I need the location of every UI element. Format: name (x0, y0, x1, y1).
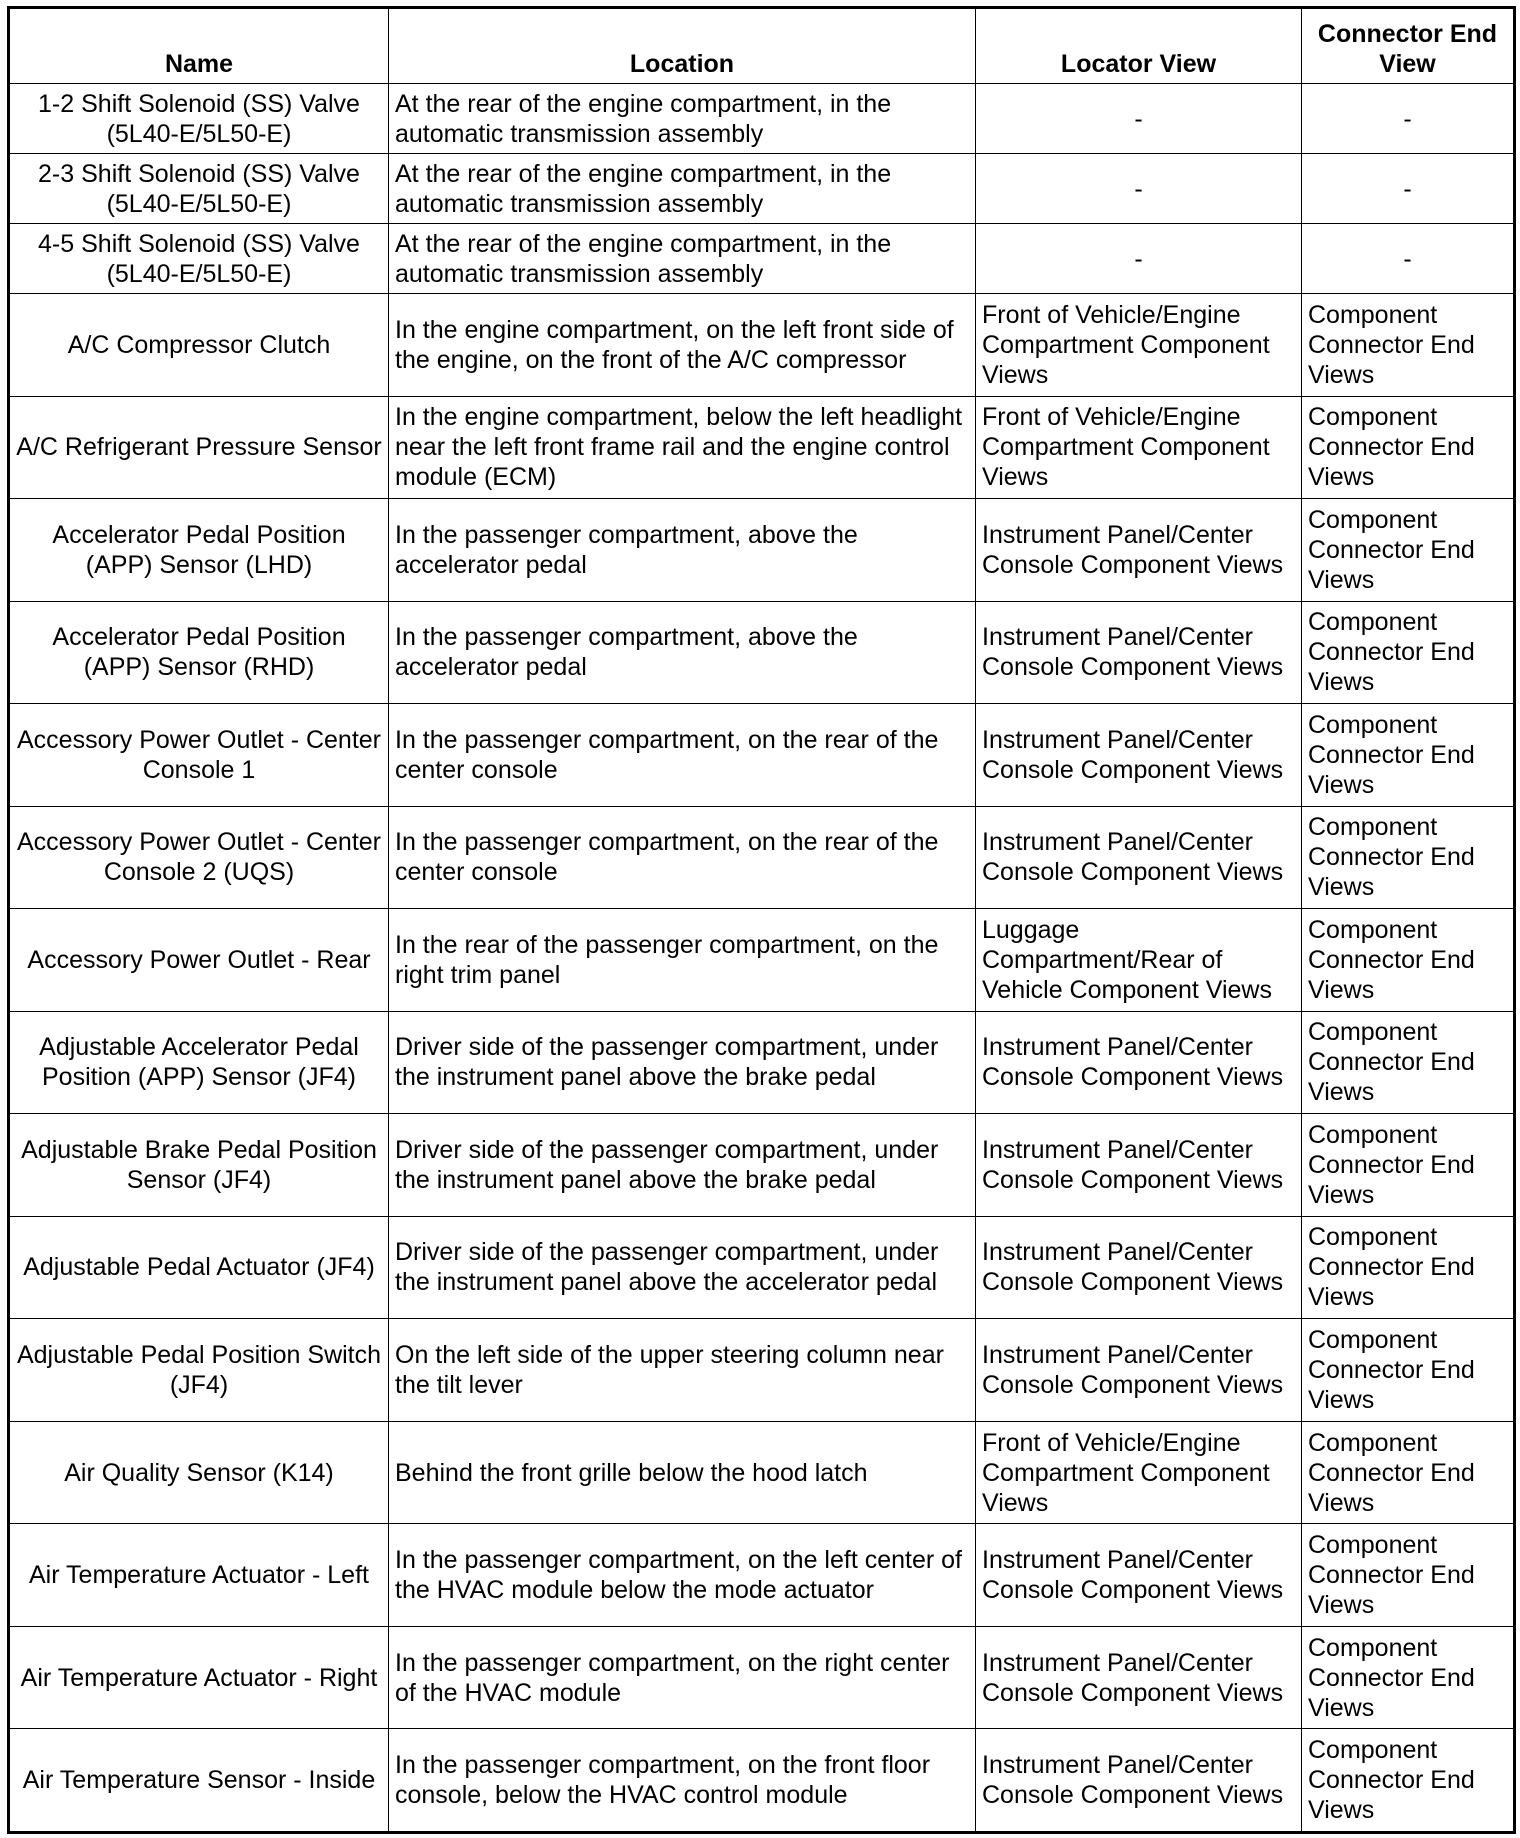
cell-locator-view: Instrument Panel/Center Console Component Views (976, 1524, 1302, 1627)
table-row (9, 154, 1515, 224)
cell-connector-end-view: Component Connector End Views (1302, 806, 1515, 909)
cell-locator-view: Instrument Panel/Center Console Component Views (976, 1319, 1302, 1422)
cell-locator-view: Instrument Panel/Center Console Component Views (976, 1114, 1302, 1217)
cell-location: In the engine compartment, below the left headlight near the left front frame rail and the engine control module (ECM) (389, 396, 976, 499)
table-row (9, 1626, 1515, 1729)
header-row (9, 8, 1515, 84)
cell-location: In the passenger compartment, on the front floor console, below the HVAC control module (389, 1729, 976, 1833)
cell-location: Driver side of the passenger compartment, under the instrument panel above the brake pedal (389, 1011, 976, 1114)
cell-locator-view: Instrument Panel/Center Console Component Views (976, 601, 1302, 704)
cell-connector-end-view: Component Connector End Views (1302, 294, 1515, 397)
cell-location: At the rear of the engine compartment, in the automatic transmission assembly (389, 84, 976, 154)
cell-name: Adjustable Pedal Position Switch (JF4) (9, 1319, 389, 1422)
cell-connector-end-view: - (1302, 224, 1515, 294)
cell-location: In the engine compartment, on the left front side of the engine, on the front of the A/C compressor (389, 294, 976, 397)
cell-locator-view: Instrument Panel/Center Console Component Views (976, 1216, 1302, 1319)
cell-name: Adjustable Accelerator Pedal Position (APP) Sensor (JF4) (9, 1011, 389, 1114)
table-row (9, 601, 1515, 704)
cell-name: Accessory Power Outlet - Center Console 1 (9, 704, 389, 807)
table-row (9, 806, 1515, 909)
cell-locator-view: Instrument Panel/Center Console Component Views (976, 1626, 1302, 1729)
table-row (9, 396, 1515, 499)
cell-connector-end-view: - (1302, 84, 1515, 154)
cell-name: 2-3 Shift Solenoid (SS) Valve (5L40-E/5L50-E) (9, 154, 389, 224)
cell-location: In the passenger compartment, above the accelerator pedal (389, 601, 976, 704)
header-location: Location (389, 8, 976, 84)
header-connector-end-view: Connector End View (1302, 8, 1515, 84)
component-location-table (7, 6, 1516, 1834)
cell-locator-view: Front of Vehicle/Engine Compartment Component Views (976, 1421, 1302, 1524)
cell-locator-view: Front of Vehicle/Engine Compartment Component Views (976, 294, 1302, 397)
table-row (9, 1421, 1515, 1524)
cell-connector-end-view: - (1302, 154, 1515, 224)
cell-name: Accelerator Pedal Position (APP) Sensor (LHD) (9, 499, 389, 602)
cell-locator-view: Instrument Panel/Center Console Component Views (976, 1729, 1302, 1833)
table-row (9, 1524, 1515, 1627)
cell-location: In the passenger compartment, above the accelerator pedal (389, 499, 976, 602)
cell-locator-view: Instrument Panel/Center Console Component Views (976, 499, 1302, 602)
cell-location: In the rear of the passenger compartment, on the right trim panel (389, 909, 976, 1012)
cell-connector-end-view: Component Connector End Views (1302, 499, 1515, 602)
cell-connector-end-view: Component Connector End Views (1302, 1626, 1515, 1729)
cell-name: Accessory Power Outlet - Rear (9, 909, 389, 1012)
table-row (9, 1216, 1515, 1319)
cell-locator-view: - (976, 224, 1302, 294)
cell-locator-view: - (976, 84, 1302, 154)
cell-locator-view: Instrument Panel/Center Console Component Views (976, 806, 1302, 909)
cell-location: On the left side of the upper steering column near the tilt lever (389, 1319, 976, 1422)
table-body (9, 84, 1515, 1833)
cell-connector-end-view: Component Connector End Views (1302, 1114, 1515, 1217)
cell-connector-end-view: Component Connector End Views (1302, 1216, 1515, 1319)
cell-name: A/C Compressor Clutch (9, 294, 389, 397)
table-row (9, 1011, 1515, 1114)
cell-connector-end-view: Component Connector End Views (1302, 396, 1515, 499)
cell-locator-view: Instrument Panel/Center Console Component Views (976, 1011, 1302, 1114)
cell-name: 1-2 Shift Solenoid (SS) Valve (5L40-E/5L50-E) (9, 84, 389, 154)
cell-connector-end-view: Component Connector End Views (1302, 704, 1515, 807)
cell-connector-end-view: Component Connector End Views (1302, 909, 1515, 1012)
cell-name: Air Temperature Actuator - Left (9, 1524, 389, 1627)
cell-name: Accessory Power Outlet - Center Console 2 (UQS) (9, 806, 389, 909)
cell-location: At the rear of the engine compartment, in the automatic transmission assembly (389, 224, 976, 294)
header-name: Name (9, 8, 389, 84)
cell-connector-end-view: Component Connector End Views (1302, 1524, 1515, 1627)
cell-name: Air Temperature Actuator - Right (9, 1626, 389, 1729)
table-row (9, 1729, 1515, 1833)
cell-name: Adjustable Brake Pedal Position Sensor (JF4) (9, 1114, 389, 1217)
table-row (9, 1319, 1515, 1422)
header-locator-view: Locator View (976, 8, 1302, 84)
table-row (9, 224, 1515, 294)
cell-locator-view: Instrument Panel/Center Console Component Views (976, 704, 1302, 807)
cell-location: In the passenger compartment, on the right center of the HVAC module (389, 1626, 976, 1729)
cell-connector-end-view: Component Connector End Views (1302, 1729, 1515, 1833)
cell-location: At the rear of the engine compartment, in the automatic transmission assembly (389, 154, 976, 224)
table-row (9, 909, 1515, 1012)
cell-location: In the passenger compartment, on the rear of the center console (389, 704, 976, 807)
cell-location: In the passenger compartment, on the left center of the HVAC module below the mode actuator (389, 1524, 976, 1627)
cell-connector-end-view: Component Connector End Views (1302, 1011, 1515, 1114)
cell-locator-view: - (976, 154, 1302, 224)
table-row (9, 704, 1515, 807)
cell-name: 4-5 Shift Solenoid (SS) Valve (5L40-E/5L50-E) (9, 224, 389, 294)
cell-location: Driver side of the passenger compartment, under the instrument panel above the brake pedal (389, 1114, 976, 1217)
cell-connector-end-view: Component Connector End Views (1302, 1421, 1515, 1524)
cell-locator-view: Front of Vehicle/Engine Compartment Component Views (976, 396, 1302, 499)
table-row (9, 1114, 1515, 1217)
cell-name: Adjustable Pedal Actuator (JF4) (9, 1216, 389, 1319)
cell-connector-end-view: Component Connector End Views (1302, 601, 1515, 704)
cell-locator-view: Luggage Compartment/Rear of Vehicle Component Views (976, 909, 1302, 1012)
table-row (9, 499, 1515, 602)
table-row (9, 84, 1515, 154)
cell-name: Air Temperature Sensor - Inside (9, 1729, 389, 1833)
cell-connector-end-view: Component Connector End Views (1302, 1319, 1515, 1422)
cell-name: Accelerator Pedal Position (APP) Sensor (RHD) (9, 601, 389, 704)
cell-location: In the passenger compartment, on the rear of the center console (389, 806, 976, 909)
cell-location: Behind the front grille below the hood latch (389, 1421, 976, 1524)
table-row (9, 294, 1515, 397)
cell-name: Air Quality Sensor (K14) (9, 1421, 389, 1524)
cell-name: A/C Refrigerant Pressure Sensor (9, 396, 389, 499)
cell-location: Driver side of the passenger compartment, under the instrument panel above the accelerator pedal (389, 1216, 976, 1319)
